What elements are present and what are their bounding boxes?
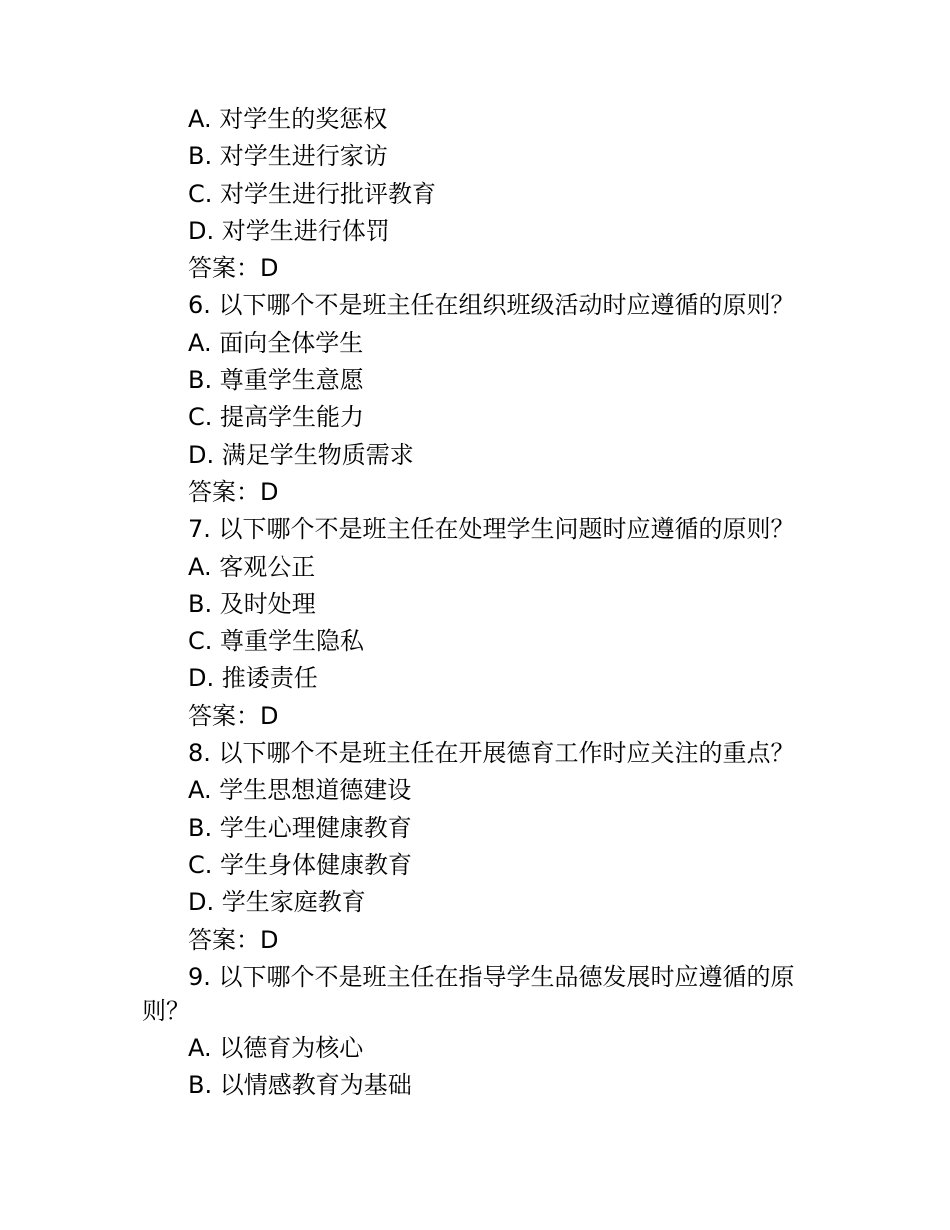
option-line: B. 及时处理 [188, 589, 316, 618]
option-line: C. 提高学生能力 [188, 403, 365, 432]
option-line: B. 以情感教育为基础 [188, 1071, 412, 1100]
option-line: A. 以德育为核心 [188, 1033, 364, 1062]
option-line: D. 对学生进行体罚 [188, 216, 390, 245]
question-line: 7. 以下哪个不是班主任在处理学生问题时应遵循的原则？ [188, 515, 795, 544]
answer-line: 答案：D [188, 701, 279, 730]
question-line: 8. 以下哪个不是班主任在开展德育工作时应关注的重点？ [188, 739, 795, 768]
option-line: C. 对学生进行批评教育 [188, 179, 437, 208]
option-line: A. 面向全体学生 [188, 328, 364, 357]
question-line: 9. 以下哪个不是班主任在指导学生品德发展时应遵循的原则？ [142, 962, 795, 1025]
option-line: A. 学生思想道德建设 [188, 776, 412, 805]
option-line: D. 学生家庭教育 [188, 888, 366, 917]
option-line: A. 客观公正 [188, 552, 316, 581]
option-line: C. 尊重学生隐私 [188, 627, 365, 656]
option-line: A. 对学生的奖惩权 [188, 105, 388, 133]
question-text-block [142, 101, 822, 1104]
option-line: D. 满足学生物质需求 [188, 440, 414, 469]
option-line: B. 对学生进行家访 [188, 142, 388, 171]
option-line: B. 学生心理健康教育 [188, 813, 412, 842]
option-line: B. 尊重学生意愿 [188, 366, 364, 395]
question-line: 6. 以下哪个不是班主任在组织班级活动时应遵循的原则？ [188, 291, 795, 320]
option-line: D. 推诿责任 [188, 664, 318, 693]
answer-line: 答案：D [188, 477, 279, 506]
answer-line: 答案：D [188, 925, 279, 954]
option-line: C. 学生身体健康教育 [188, 850, 413, 879]
answer-line: 答案：D [188, 254, 279, 283]
